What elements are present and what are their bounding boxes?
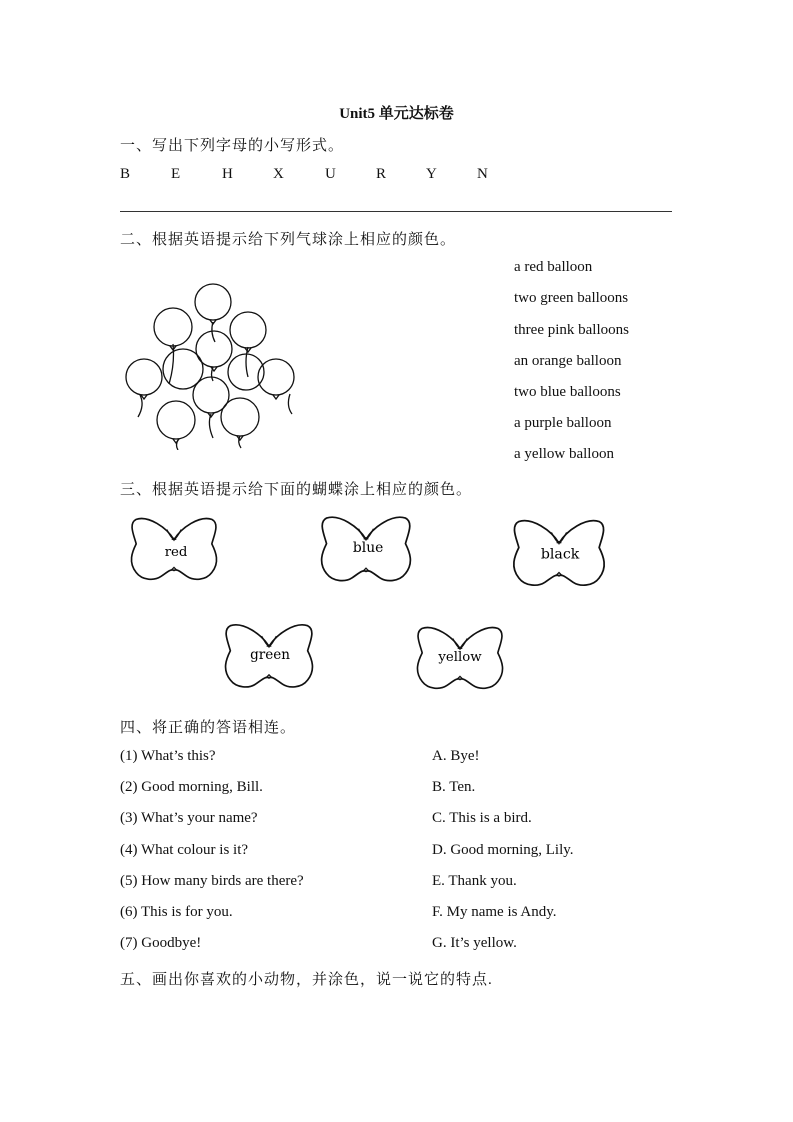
balloon — [157, 401, 195, 439]
balloon — [154, 308, 192, 346]
answer-item[interactable]: G. It’s yellow. — [432, 935, 517, 951]
balloon — [195, 284, 231, 320]
balloon — [230, 312, 266, 348]
balloon-label: a red balloon — [514, 259, 593, 275]
butterfly[interactable] — [414, 622, 506, 699]
answer-item[interactable]: D. Good morning, Lily. — [432, 842, 574, 858]
section4-heading: 四、将正确的答语相连。 — [120, 720, 297, 736]
section5-heading: 五、画出你喜欢的小动物，并涂色，说一说它的特点. — [120, 972, 493, 988]
balloon-label: a yellow balloon — [514, 446, 614, 462]
letter: E — [171, 166, 181, 182]
butterfly[interactable] — [510, 515, 608, 596]
question-item[interactable]: (7) Goodbye! — [120, 935, 202, 951]
section1-heading: 一、写出下列字母的小写形式。 — [120, 138, 345, 154]
letter: Y — [426, 166, 437, 182]
balloon-label: three pink balloons — [514, 322, 629, 338]
balloon-cluster — [118, 280, 308, 450]
balloon-label: an orange balloon — [514, 353, 622, 369]
butterfly-label: green — [250, 647, 291, 664]
butterfly[interactable] — [318, 510, 414, 593]
balloon — [221, 398, 259, 436]
section3-heading: 三、根据英语提示给下面的蝴蝶涂上相应的颜色。 — [120, 482, 473, 498]
balloon-label: a purple balloon — [514, 415, 612, 431]
balloon-label: two green balloons — [514, 290, 629, 306]
butterfly[interactable] — [222, 618, 316, 699]
answer-item[interactable]: C. This is a bird. — [432, 810, 532, 826]
letter: U — [325, 166, 336, 182]
butterfly-label: red — [164, 545, 188, 561]
section2-heading: 二、根据英语提示给下列气球涂上相应的颜色。 — [120, 232, 457, 248]
letter: B — [120, 166, 131, 182]
answer-item[interactable]: B. Ten. — [432, 779, 476, 795]
question-item[interactable]: (2) Good morning, Bill. — [120, 779, 263, 795]
question-item[interactable]: (3) What’s your name? — [120, 810, 258, 826]
answer-line[interactable] — [120, 211, 672, 212]
butterfly[interactable] — [128, 512, 220, 591]
butterfly-label: yellow — [438, 650, 482, 666]
letter: N — [477, 166, 488, 182]
letter: X — [273, 166, 284, 182]
butterfly-label: blue — [352, 540, 384, 557]
answer-item[interactable]: E. Thank you. — [432, 873, 517, 889]
answer-item[interactable]: A. Bye! — [432, 748, 480, 764]
butterfly-label: black — [540, 546, 580, 563]
page-title: Unit5 单元达标卷 — [339, 106, 454, 122]
letter: H — [222, 166, 233, 182]
question-item[interactable]: (6) This is for you. — [120, 904, 233, 920]
question-item[interactable]: (1) What’s this? — [120, 748, 216, 764]
balloon-label: two blue balloons — [514, 384, 621, 400]
balloon — [126, 359, 162, 395]
question-item[interactable]: (5) How many birds are there? — [120, 873, 304, 889]
question-item[interactable]: (4) What colour is it? — [120, 842, 249, 858]
answer-item[interactable]: F. My name is Andy. — [432, 904, 557, 920]
letter: R — [376, 166, 387, 182]
